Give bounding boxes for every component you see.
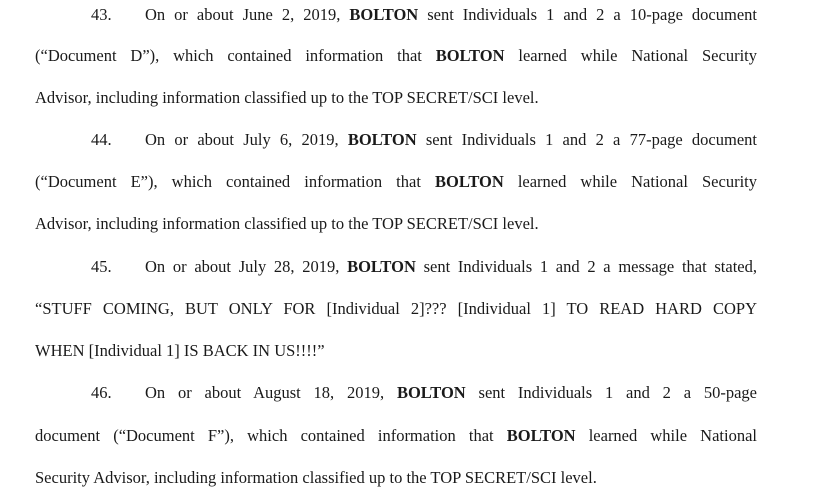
paragraph-44-line-1: 44. On or about July 6, 2019, BOLTON sent Individuals 1 and 2 a 77-page document (91, 130, 757, 149)
paragraph-number: 45. (91, 257, 112, 276)
paragraph-44-line-2: (“Document E”), which contained information that BOLTON learned while National Security (35, 172, 757, 191)
name-bolton: BOLTON (435, 46, 505, 65)
name-bolton: BOLTON (347, 130, 417, 149)
paragraph-46-line-2: document (“Document F”), which contained information that BOLTON learned while National (35, 426, 757, 445)
paragraph-43-line-3: Advisor, including information classified up to the TOP SECRET/SCI level. (35, 88, 539, 107)
name-bolton: BOLTON (506, 426, 576, 445)
name-bolton: BOLTON (434, 172, 504, 191)
name-bolton: BOLTON (347, 257, 416, 276)
paragraph-45-line-2: “STUFF COMING, BUT ONLY FOR [Individual 2]??? [Individual 1] TO READ HARD COPY (35, 299, 757, 318)
paragraph-45-line-3: WHEN [Individual 1] IS BACK IN US!!!!” (35, 341, 325, 360)
paragraph-number: 46. (91, 383, 112, 402)
paragraph-43-line-2: (“Document D”), which contained information that BOLTON learned while National Security (35, 46, 757, 65)
paragraph-46-line-3: Security Advisor, including information classified up to the TOP SECRET/SCI level. (35, 468, 597, 487)
paragraph-46-line-1: 46. On or about August 18, 2019, BOLTON sent Individuals 1 and 2 a 50-page (91, 383, 757, 402)
name-bolton: BOLTON (396, 383, 466, 402)
name-bolton: BOLTON (349, 5, 419, 24)
paragraph-number: 44. (91, 130, 112, 149)
paragraph-43-line-1: 43. On or about June 2, 2019, BOLTON sent Individuals 1 and 2 a 10-page document (91, 5, 757, 24)
paragraph-44-line-3: Advisor, including information classified up to the TOP SECRET/SCI level. (35, 214, 539, 233)
paragraph-number: 43. (91, 5, 112, 24)
paragraph-45-line-1: 45. On or about July 28, 2019, BOLTON sent Individuals 1 and 2 a message that stated, (91, 257, 758, 276)
